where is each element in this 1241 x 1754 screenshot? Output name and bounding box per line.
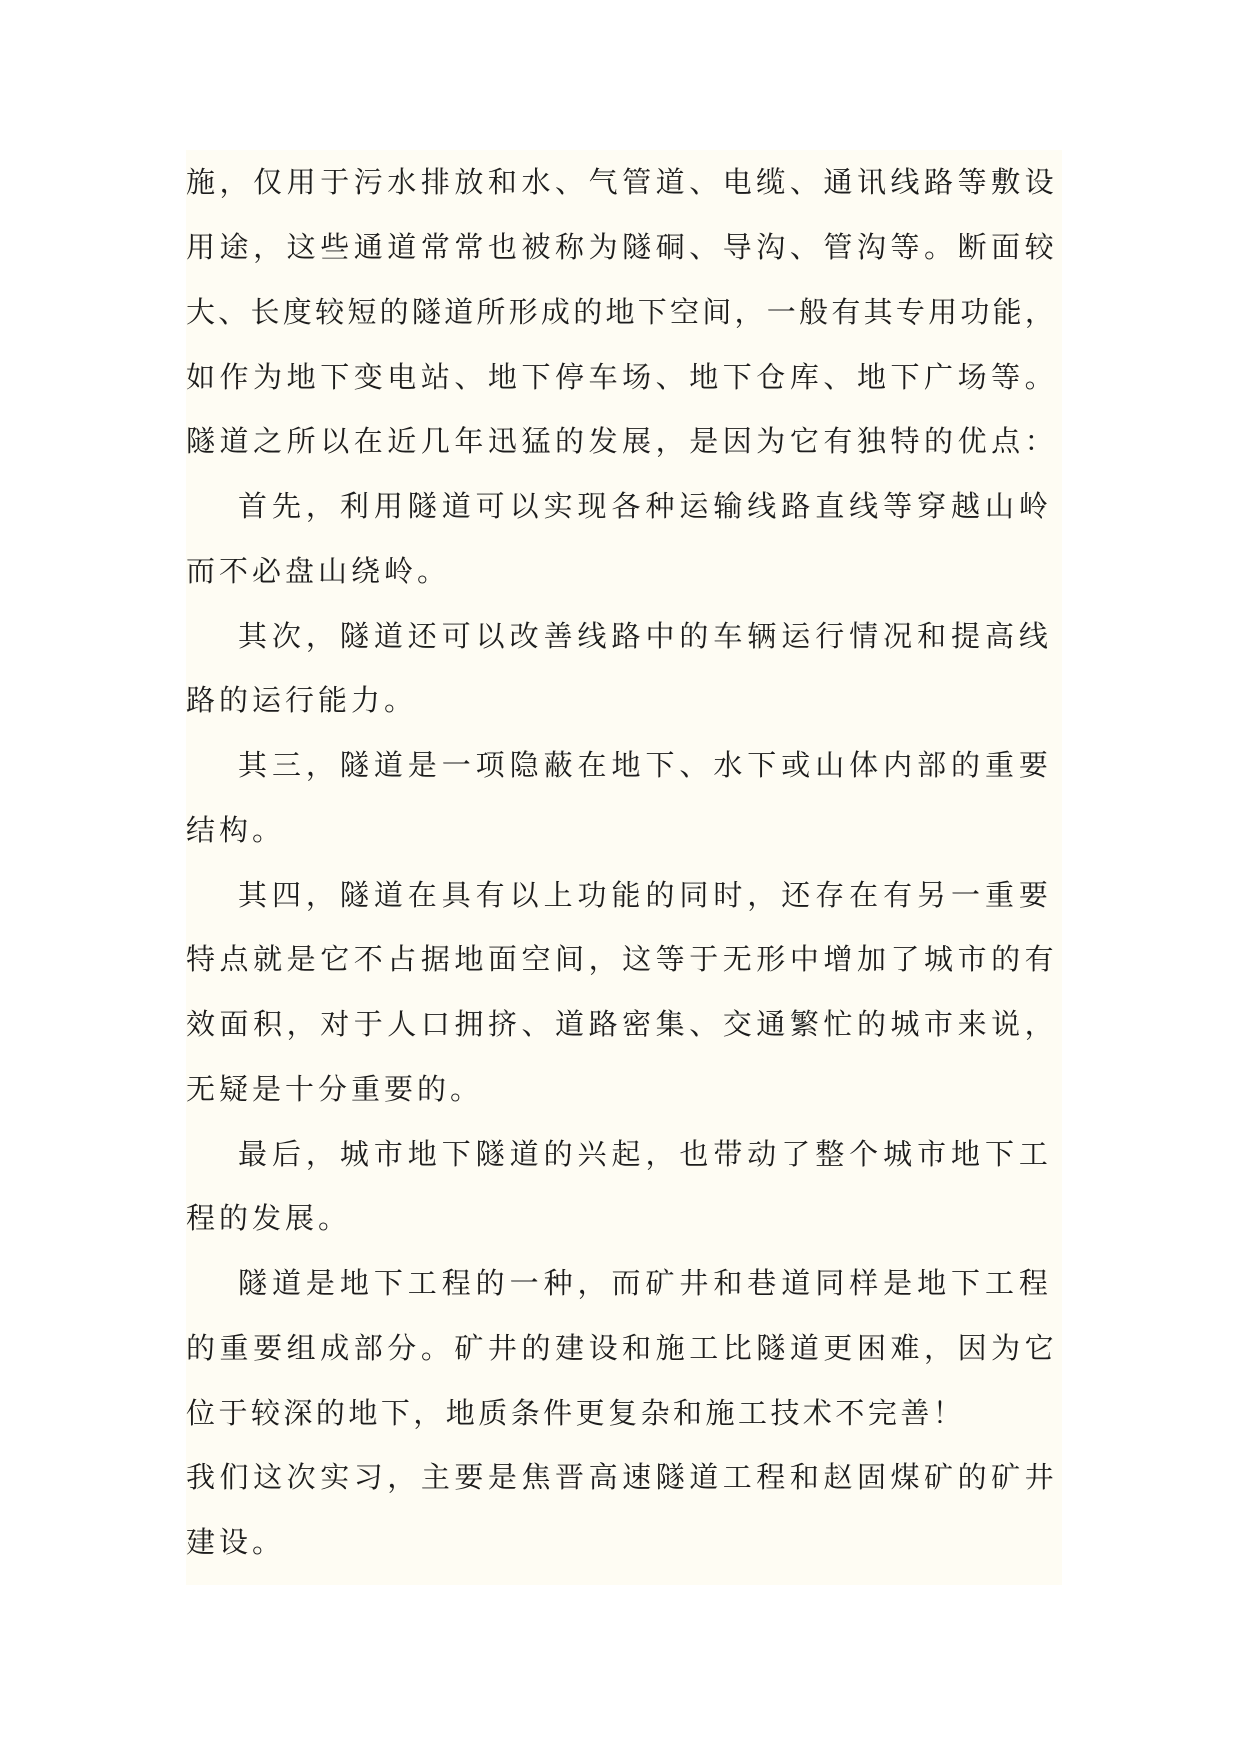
text-line: 隧 道 之 所 以 在 近 几 年 迅 猛 的 发 展 ， 是 因 为 它 有 独 特 的 优 点 ： xyxy=(186,424,1054,458)
text-line: 的 重 要 组 成 部 分 。 矿 井 的 建 设 和 施 工 比 隧 道 更 困 难 ， 因 为 它 xyxy=(186,1331,1054,1365)
text-line: 用 途 ， 这 些 通 道 常 常 也 被 称 为 隧 硐 、 导 沟 、 管 沟 等 。 断 面 较 xyxy=(186,230,1054,264)
text-line: 位 于 较 深 的 地 下 ， 地 质 条 件 更 复 杂 和 施 工 技 术 不 完 善 ！ xyxy=(186,1396,962,1430)
text-line: 大 、 长 度 较 短 的 隧 道 所 形 成 的 地 下 空 间 ， 一 般 有 其 专 用 功 能 ， xyxy=(186,295,1054,329)
text-line: 结构。 xyxy=(186,813,286,847)
text-line: 如 作 为 地 下 变 电 站 、 地 下 停 车 场 、 地 下 仓 库 、 地 下 广 场 等 。 xyxy=(186,360,1054,394)
text-line: 建设。 xyxy=(186,1525,286,1559)
text-line: 最 后 ， 城 市 地 下 隧 道 的 兴 起 ， 也 带 动 了 整 个 城 市 地 下 工 xyxy=(238,1137,1048,1171)
text-line: 我 们 这 次 实 习 ， 主 要 是 焦 晋 高 速 隧 道 工 程 和 赵 固 煤 矿 的 矿 井 xyxy=(186,1460,1054,1494)
text-line: 其 三 ， 隧 道 是 一 项 隐 蔽 在 地 下 、 水 下 或 山 体 内 部 的 重 要 xyxy=(238,748,1048,782)
text-line: 程的发展。 xyxy=(186,1201,352,1235)
text-line: 效 面 积 ， 对 于 人 口 拥 挤 、 道 路 密 集 、 交 通 繁 忙 的 城 市 来 说 ， xyxy=(186,1007,1054,1041)
text-line: 路的运行能力。 xyxy=(186,683,418,717)
text-line: 无疑是十分重要的。 xyxy=(186,1072,484,1106)
text-line: 施 ， 仅 用 于 污 水 排 放 和 水 、 气 管 道 、 电 缆 、 通 讯 线 路 等 敷 设 xyxy=(186,165,1054,199)
text-line: 隧 道 是 地 下 工 程 的 一 种 ， 而 矿 井 和 巷 道 同 样 是 地 下 工 程 xyxy=(238,1266,1048,1300)
text-line: 首 先 ， 利 用 隧 道 可 以 实 现 各 种 运 输 线 路 直 线 等 穿 越 山 岭 xyxy=(238,489,1048,523)
text-line: 其 四 ， 隧 道 在 具 有 以 上 功 能 的 同 时 ， 还 存 在 有 另 一 重 要 xyxy=(238,878,1048,912)
text-line: 而不必盘山绕岭。 xyxy=(186,554,451,588)
document-text-block xyxy=(186,150,1062,1585)
text-line: 特 点 就 是 它 不 占 据 地 面 空 间 ， 这 等 于 无 形 中 增 加 了 城 市 的 有 xyxy=(186,942,1054,976)
text-line: 其 次 ， 隧 道 还 可 以 改 善 线 路 中 的 车 辆 运 行 情 况 和 提 高 线 xyxy=(238,619,1048,653)
